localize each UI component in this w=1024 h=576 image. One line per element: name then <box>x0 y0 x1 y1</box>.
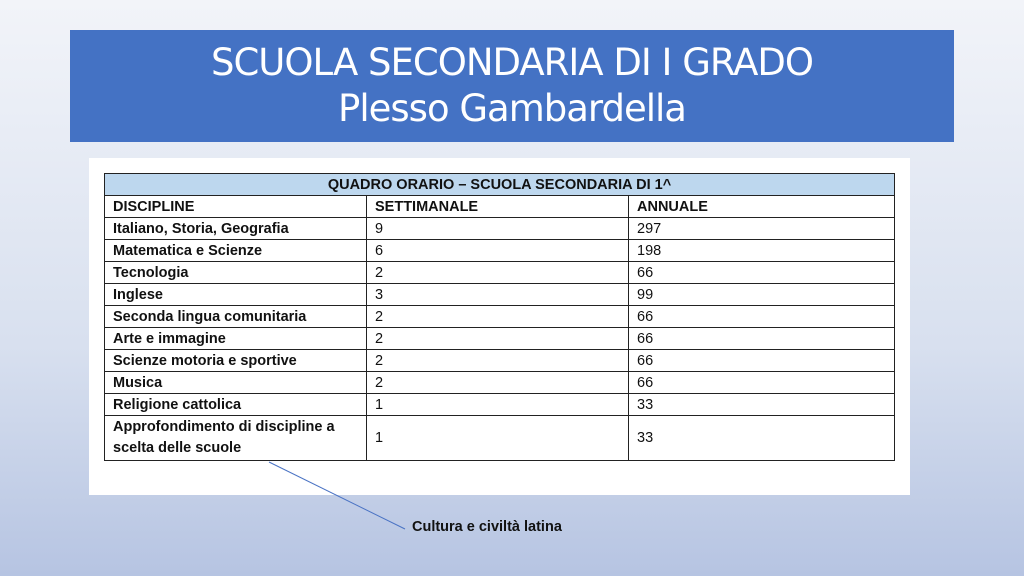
table-caption: QUADRO ORARIO – SCUOLA SECONDARIA DI 1^ <box>105 174 895 196</box>
table-row <box>105 262 895 284</box>
annual-hours-cell: 99 <box>629 284 895 306</box>
table-row <box>105 372 895 394</box>
weekly-hours-cell: 2 <box>367 306 629 328</box>
discipline-cell <box>105 416 367 461</box>
annual-hours-cell: 66 <box>629 306 895 328</box>
column-header-annual: ANNUALE <box>629 196 895 218</box>
weekly-hours-cell: 2 <box>367 328 629 350</box>
table-row <box>105 350 895 372</box>
table-row <box>105 328 895 350</box>
discipline-cell-line2: scelta delle scuole <box>113 440 242 456</box>
column-header-weekly: SETTIMANALE <box>367 196 629 218</box>
slide-title: SCUOLA SECONDARIA DI I GRADO <box>210 41 814 84</box>
weekly-hours-cell: 2 <box>367 350 629 372</box>
discipline-cell: Matematica e Scienze <box>105 240 367 262</box>
schedule-table-card <box>89 158 910 495</box>
table-row <box>105 218 895 240</box>
discipline-cell: Scienze motoria e sportive <box>105 350 367 372</box>
annual-hours-cell: 66 <box>629 350 895 372</box>
discipline-cell: Seconda lingua comunitaria <box>105 306 367 328</box>
annual-hours-cell: 33 <box>629 416 895 461</box>
discipline-cell: Religione cattolica <box>105 394 367 416</box>
weekly-hours-cell: 1 <box>367 394 629 416</box>
table-caption-row <box>105 174 895 196</box>
annual-hours-cell: 198 <box>629 240 895 262</box>
weekly-hours-cell: 2 <box>367 262 629 284</box>
weekly-hours-cell: 6 <box>367 240 629 262</box>
slide-subtitle: Plesso Gambardella <box>338 87 686 130</box>
column-header-discipline: DISCIPLINE <box>105 196 367 218</box>
table-header-row <box>105 196 895 218</box>
discipline-cell: Tecnologia <box>105 262 367 284</box>
weekly-hours-cell: 2 <box>367 372 629 394</box>
annual-hours-cell: 33 <box>629 394 895 416</box>
slide-title-box <box>70 30 954 142</box>
annual-hours-cell: 66 <box>629 262 895 284</box>
table-row <box>105 306 895 328</box>
annual-hours-cell: 66 <box>629 372 895 394</box>
callout-label: Cultura e civiltà latina <box>412 519 562 535</box>
table-row <box>105 394 895 416</box>
discipline-cell: Italiano, Storia, Geografia <box>105 218 367 240</box>
weekly-hours-cell: 9 <box>367 218 629 240</box>
weekly-hours-cell: 3 <box>367 284 629 306</box>
annual-hours-cell: 66 <box>629 328 895 350</box>
table-row <box>105 416 895 461</box>
discipline-cell-line1: Approfondimento di discipline a <box>113 419 335 435</box>
discipline-cell: Inglese <box>105 284 367 306</box>
table-row <box>105 240 895 262</box>
table-row <box>105 284 895 306</box>
annual-hours-cell: 297 <box>629 218 895 240</box>
discipline-cell: Arte e immagine <box>105 328 367 350</box>
weekly-hours-cell: 1 <box>367 416 629 461</box>
discipline-cell: Musica <box>105 372 367 394</box>
schedule-table <box>104 173 895 461</box>
